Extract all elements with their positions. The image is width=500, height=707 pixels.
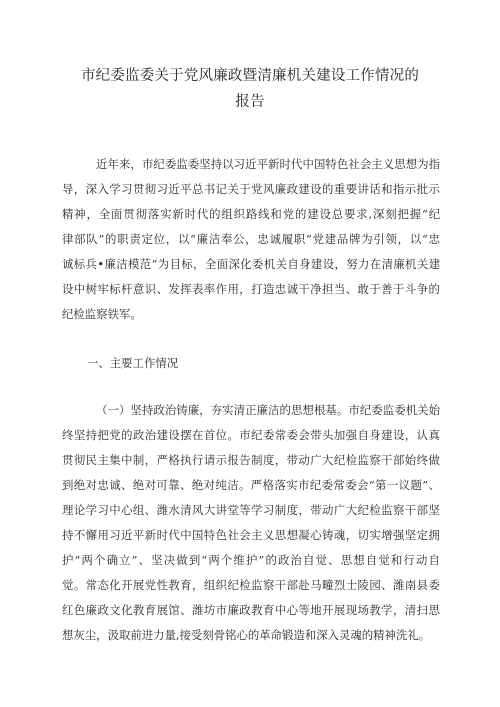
section-line: 想灰尘，汲取前进力量,接受刻骨铭心的革命锻造和深入灵魂的精神洗礼。 (62, 628, 431, 642)
section-line: 终坚持把党的政治建设摆在首位。市纪委常委会带头加强自身建设，认真 (62, 428, 441, 442)
section-line: 贯彻民主集中制，严格执行请示报告制度，带动广大纪检监察干部始终做 (62, 453, 441, 467)
section-line: 护“两个确立”、坚决做到“两个维护”的政治自觉、思想自觉和行动自 (62, 553, 442, 567)
document-title-line-2: 报告 (235, 94, 265, 110)
intro-line: 纪检监察铁军。 (62, 307, 142, 321)
section-line: 觉。常态化开展党性教育，组织纪检监察干部赴马疃烈士陵园、潍南县委 (62, 578, 441, 592)
intro-line: 律部队”的职责定位，以“廉洁奉公，忠诚履职”党建品牌为引领，以“忠 (62, 232, 441, 246)
intro-line: 精神，全面贯彻落实新时代的组织路线和党的建设总要求,深刻把握“纪 (62, 207, 442, 221)
document-title-line-1: 市纪委监委关于党风廉政暨清廉机关建设工作情况的 (80, 68, 420, 84)
intro-line: 近年来，市纪委监委坚持以习近平新时代中国特色社会主义思想为指 (96, 157, 441, 171)
section-line: 红色廉政文化教育展馆、潍坊市廉政教育中心等地开展现场教学，清扫思 (62, 603, 441, 617)
intro-line: 设中树牢标杆意识、发挥表率作用，打造忠诚干净担当、敢于善于斗争的 (62, 282, 441, 296)
intro-line: 导，深入学习贯彻习近平总书记关于党风廉政建设的重要讲话和指示批示 (62, 182, 441, 196)
section-line: （一）坚持政治铸廉，夯实清正廉洁的思想根基。市纪委监委机关始 (96, 403, 441, 417)
intro-line: 诚标兵•廉洁模范”为目标，全面深化委机关自身建设，努力在清廉机关建 (62, 257, 441, 271)
section-heading: 一、主要工作情况 (87, 356, 179, 370)
section-line: 持不懈用习近平新时代中国特色社会主义思想凝心铸魂，切实增强坚定拥 (62, 528, 441, 542)
section-line: 到绝对忠诚、绝对可靠、绝对纯洁。严格落实市纪委常委会“第一议题”、 (62, 478, 441, 492)
section-line: 理论学习中心组、潍水清风大讲堂等学习制度，带动广大纪检监察干部坚 (62, 503, 441, 517)
